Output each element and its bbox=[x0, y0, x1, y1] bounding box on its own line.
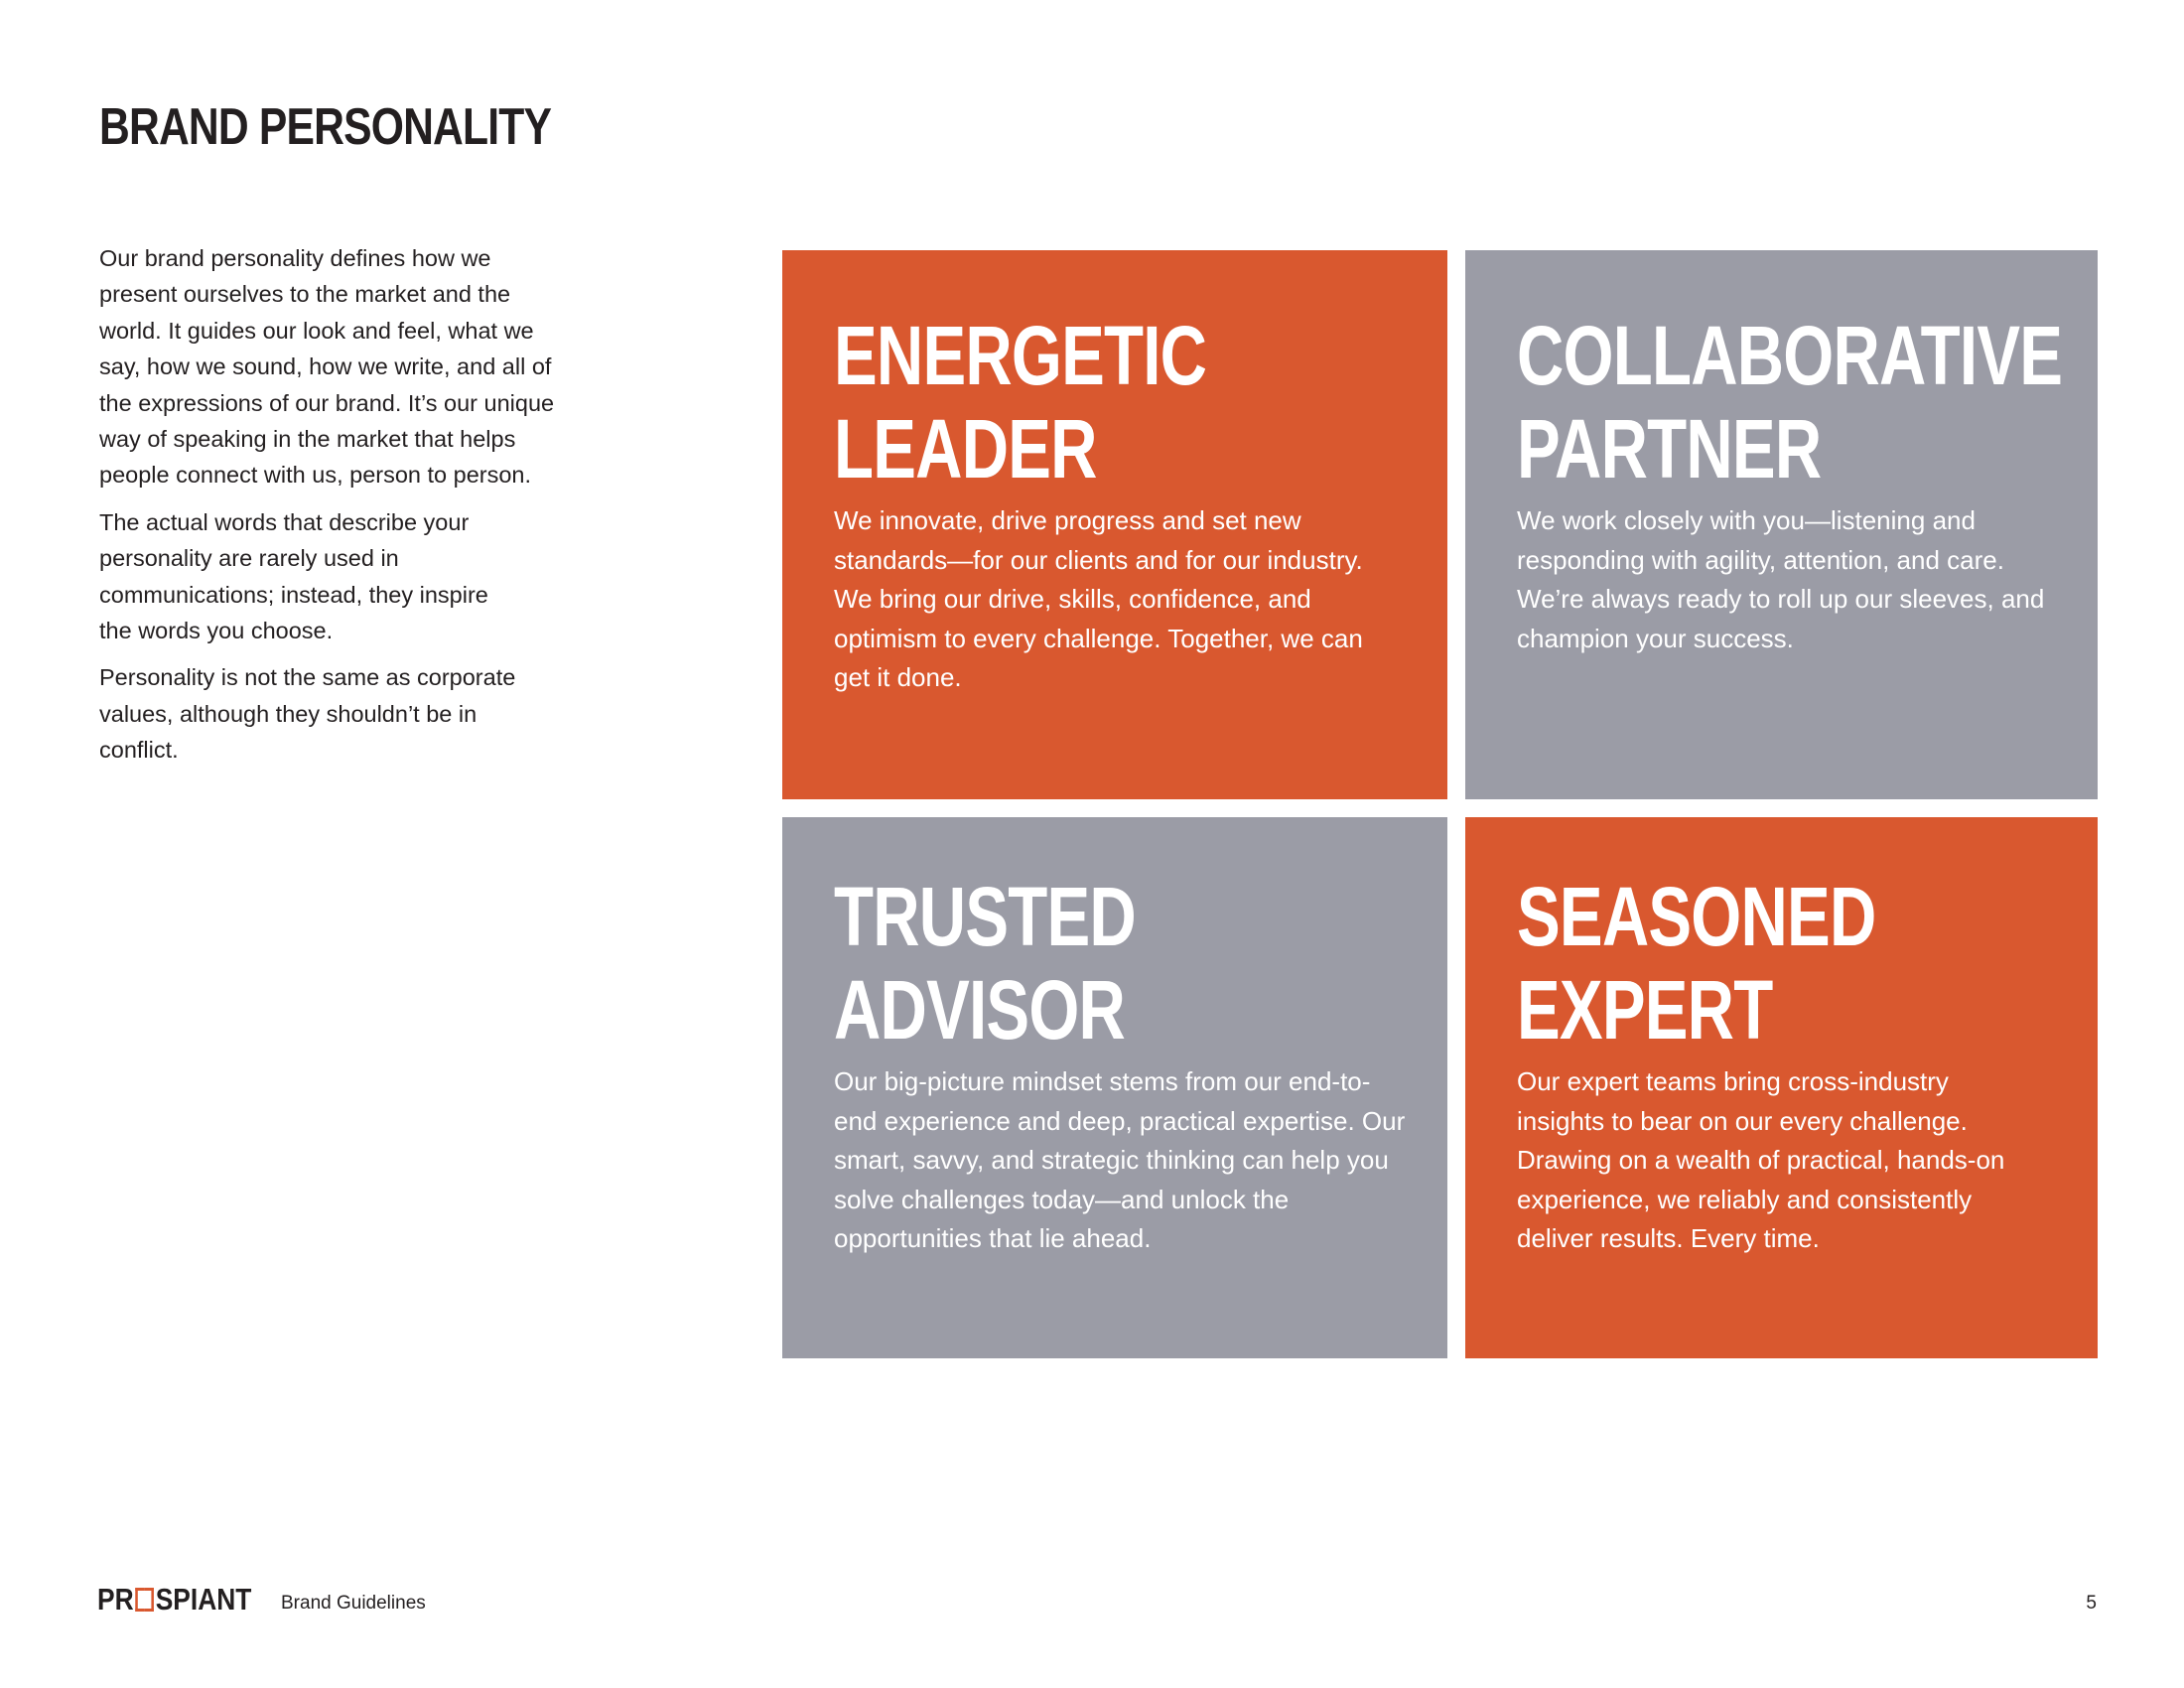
card-title bbox=[1517, 309, 2063, 495]
card-title-line: SEASONED bbox=[1517, 870, 1876, 963]
card-title bbox=[1517, 870, 1970, 1056]
card-title bbox=[834, 309, 1312, 495]
card-title-line: ENERGETIC bbox=[834, 309, 1207, 402]
card-description: We innovate, drive progress and set new standards—for our clients and for our industry. We bring our drive, skills, confidence, and optimism to every challenge. Together, we can get it done. bbox=[834, 505, 1363, 692]
prospiant-logo bbox=[97, 1582, 252, 1617]
card-description: We work closely with you—listening and responding with agility, attention, and care. We’re always ready to roll up our sleeves, and champion your success. bbox=[1517, 505, 2045, 653]
logo-text-part: SPIANT bbox=[155, 1582, 252, 1617]
intro-paragraph: The actual words that describe your personality are rarely used in communications; instead, they inspire the words you choose. bbox=[99, 508, 488, 644]
footer-label: Brand Guidelines bbox=[281, 1593, 426, 1614]
card-title-line: TRUSTED bbox=[834, 870, 1136, 963]
card-title-line: ADVISOR bbox=[834, 963, 1126, 1056]
card-title-line: EXPERT bbox=[1517, 963, 1773, 1056]
logo-text-part: PR bbox=[97, 1582, 134, 1617]
page-number: 5 bbox=[2086, 1593, 2097, 1614]
intro-paragraph: Personality is not the same as corporate values, although they shouldn’t be in conflict. bbox=[99, 664, 516, 764]
personality-card-collaborative-partner bbox=[1465, 250, 2098, 799]
personality-card-trusted-advisor bbox=[782, 817, 1447, 1358]
card-title bbox=[834, 870, 1312, 1056]
intro-text bbox=[99, 240, 566, 779]
card-title-line: LEADER bbox=[834, 402, 1097, 495]
page-title: BRAND PERSONALITY bbox=[99, 98, 552, 156]
card-title-line: COLLABORATIVE bbox=[1517, 309, 2063, 402]
card-title-line: PARTNER bbox=[1517, 402, 1822, 495]
card-description: Our big-picture mindset stems from our end-to-end experience and deep, practical expertise. Our smart, savvy, and strategic thinking can help you solve challenges today—and unlock the opportunities that lie ahead. bbox=[834, 1066, 1406, 1253]
personality-card-seasoned-expert bbox=[1465, 817, 2098, 1358]
card-description: Our expert teams bring cross-industry insights to bear on our every challenge. Drawing on a wealth of practical, hands-on experience, we reliably and consistently deliver results. Every time. bbox=[1517, 1066, 2005, 1253]
intro-paragraph: Our brand personality defines how we present ourselves to the market and the world. It guides our look and feel, what we say, how we sound, how we write, and all of the expressions of our brand. It’s our unique way of speaking in the market that helps people connect with us, person to person. bbox=[99, 245, 555, 489]
logo-bracket-icon bbox=[135, 1588, 154, 1612]
personality-card-energetic-leader bbox=[782, 250, 1447, 799]
